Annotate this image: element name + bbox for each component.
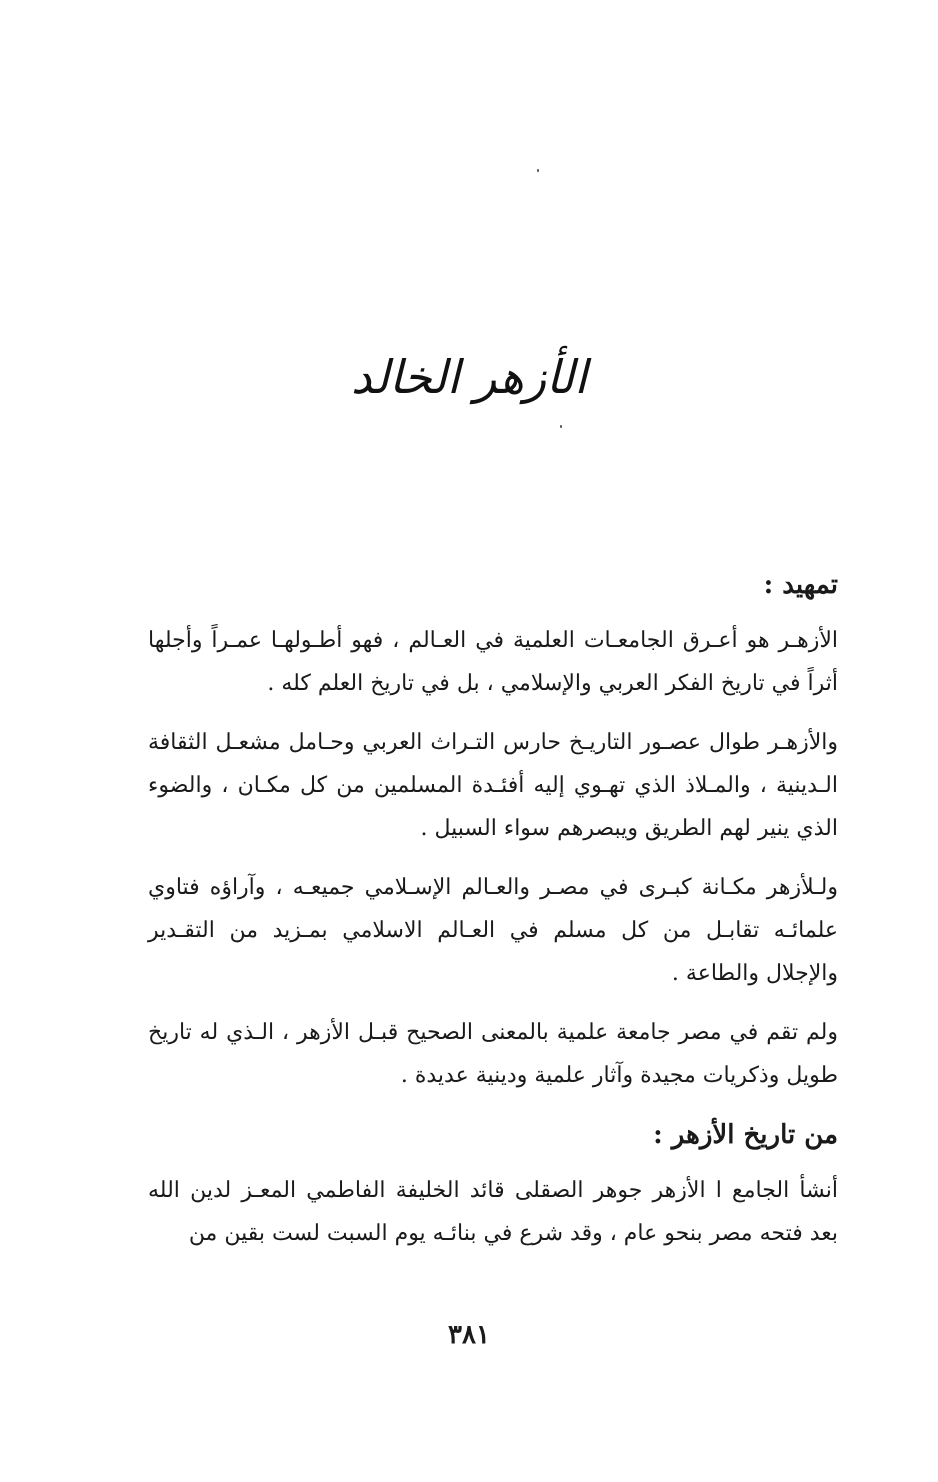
page-number: ٣٨١ (448, 1320, 490, 1350)
paragraph: والأزهـر طوال عصـور التاريـخ حارس التـراث العربي وحـامل مشعـل الثقافة الـدينية ، والمـلاذ الذي تهـوي إليه أفئـدة المسلمين من كل مكـان ، والضوء الذي ينير لهم الطريق ويبصرهم سواء السبيل . (148, 730, 838, 841)
paragraph: الأزهـر هو أعـرق الجامعـات العلمية في العـالم ، فهو أطـولهـا عمـراً وأجلها أثراً في تاريخ الفكر العربي والإسلامي ، بل في تاريخ العلم كله . (148, 628, 839, 696)
section-heading-history: من تاريخ الأزهر : (653, 1120, 838, 1150)
paragraph: ولـلأزهر مكـانة كبـرى في مصـر والعـالم الإسـلامي جميعـه ، وآراؤه فتاوي علمائـه تقابـل من كل مسلم في العـالم الاسلامي بمـزيد من التقـدير والإجلال والطاعة . (148, 875, 838, 986)
print-speck (537, 169, 539, 172)
main-text (148, 563, 838, 1271)
paragraph: ولم تقم في مصر جامعة علمية بالمعنى الصحيح قبـل الأزهر ، الـذي له تاريخ طويل وذكريات مجيدة وآثار علمية ودينية عديدة . (148, 1020, 838, 1088)
print-speck (560, 425, 562, 428)
paragraph: أنشأ الجامع ا الأزهر جوهر الصقلى قائد الخليفة الفاطمي المعـز لدين الله بعد فتحه مصر بنحو عام ، وقد شرع في بنائـه يوم السبت لست بقين من (148, 1178, 838, 1246)
section-heading-intro: تمهيد : (763, 570, 838, 600)
chapter-title: الأزهر الخالد (351, 350, 587, 404)
